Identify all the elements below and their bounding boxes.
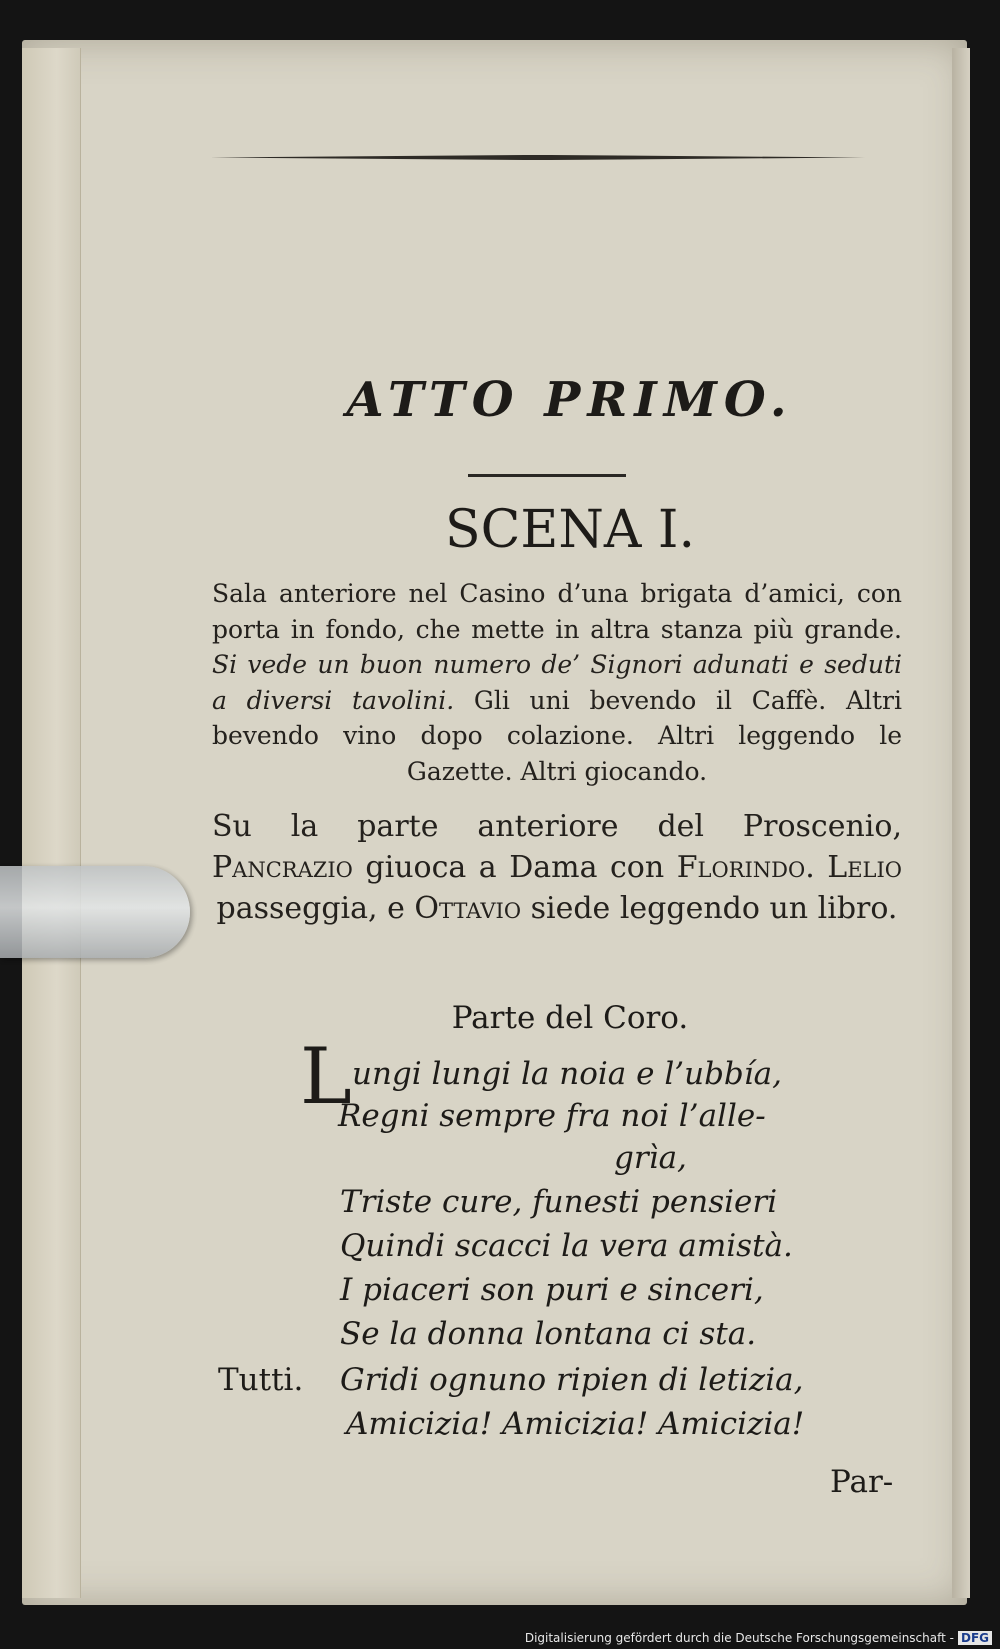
persons-text: Su la parte anteriore del Proscenio, — [212, 809, 902, 844]
verse-line: Triste cure, funesti pensieri — [340, 1184, 778, 1220]
persons-text: passeggia, e — [216, 891, 415, 926]
verse-line: Se la donna lontana ci sta. — [340, 1316, 757, 1352]
verse-line: grìa, — [614, 1140, 687, 1176]
title-rule — [468, 474, 626, 477]
stage-direction-text: Sala anteriore nel Casino d’una brigata d’amici, con porta in fondo, che mette in altra stanza più grande. — [212, 579, 902, 644]
stage-direction-italic: Si vede un buon numero de’ Signori adunati e seduti a diversi tavolini. — [212, 650, 902, 715]
persons-text: giuoca a Dama con — [352, 850, 677, 885]
dfg-logo: DFG — [958, 1631, 992, 1645]
character-pancrazio: Pancrazio — [212, 850, 353, 885]
scene-title: SCENA I. — [444, 500, 696, 560]
footer-text: Digitalisierung gefördert durch die Deutsche Forschungsgemeinschaft - — [524, 1631, 954, 1645]
page-gutter — [22, 48, 81, 1598]
drop-cap: L — [300, 1032, 352, 1122]
persons-direction — [212, 806, 902, 929]
character-florindo: Florindo — [676, 850, 806, 885]
verse-line: Gridi ognuno ripien di letizia, — [340, 1362, 804, 1398]
page-right-edge — [952, 48, 970, 1598]
stage-direction-text-2: Gli uni bevendo il Caffè. Altri bevendo vino dopo colazione. Altri leggendo le Gazette. Altri giocando. — [212, 685, 902, 786]
verse-line: I piaceri son puri e sinceri, — [340, 1272, 764, 1308]
chorus-heading: Parte del Coro. — [451, 1000, 689, 1036]
footer-credit — [525, 1631, 992, 1645]
stage-direction — [212, 576, 902, 789]
verse-line: ungi lungi la noia e l’ubbía, — [352, 1056, 783, 1092]
catchword: Par- — [830, 1464, 894, 1500]
verse-line: Amicizia! Amicizia! Amicizia! — [346, 1406, 805, 1442]
act-title: ATTO PRIMO. — [346, 372, 794, 428]
persons-text: siede leggendo un libro. — [521, 891, 898, 926]
persons-text: . — [805, 850, 828, 885]
page-holder-clip — [0, 866, 190, 958]
verse-line: Regni sempre fra noi l’alle- — [338, 1098, 766, 1134]
character-lelio: Lelio — [827, 850, 902, 885]
verse-line: Quindi scacci la vera amistà. — [340, 1228, 793, 1264]
speaker-label: Tutti. — [218, 1362, 304, 1398]
character-ottavio: Ottavio — [414, 891, 522, 926]
